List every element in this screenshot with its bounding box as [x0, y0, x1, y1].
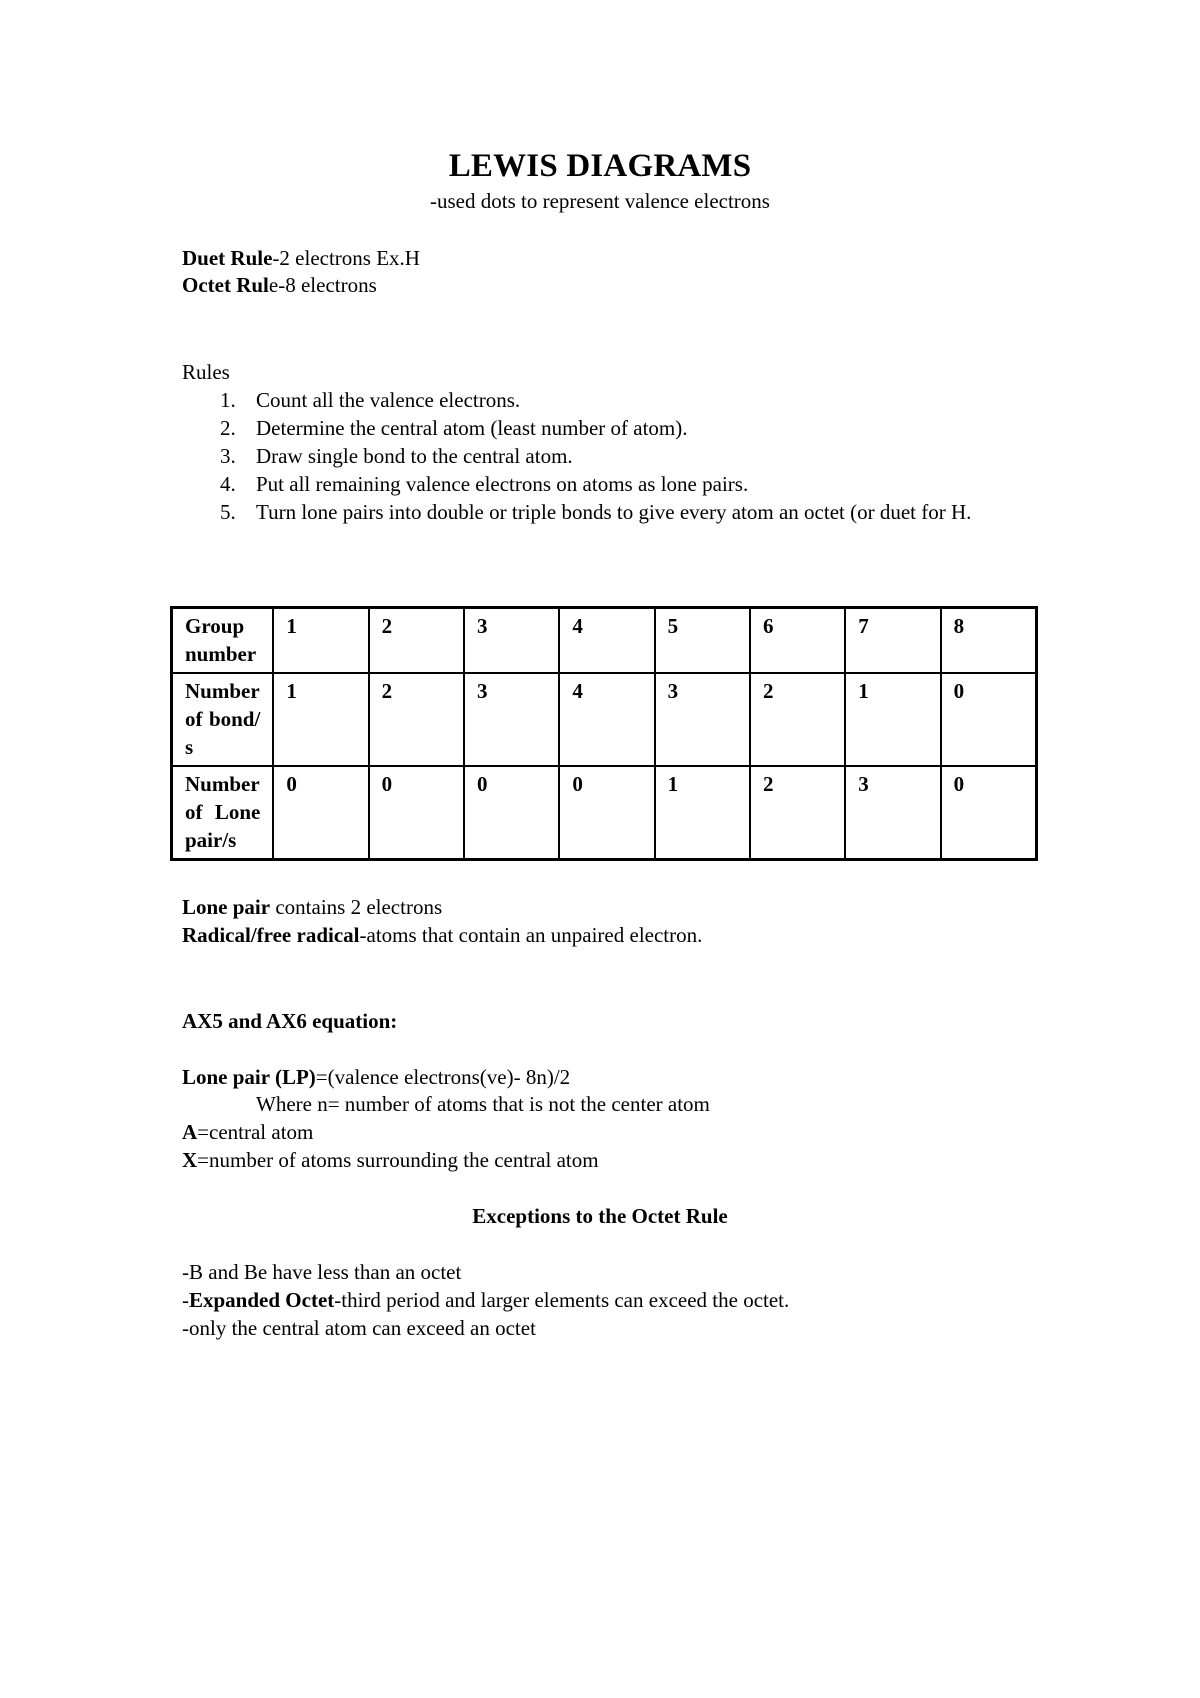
list-item-text: Determine the central atom (least number of atom).	[256, 416, 688, 440]
table-cell: 3	[845, 766, 940, 860]
table-cell: 0	[464, 766, 559, 860]
a-definition-text: =central atom	[197, 1120, 314, 1144]
octet-rule-term: Octet Rul	[182, 273, 269, 297]
ax-equation-heading: AX5 and AX6 equation:	[182, 1009, 398, 1033]
list-item	[182, 386, 1042, 414]
octet-rule-text: e-8 electrons	[268, 273, 377, 297]
page-subtitle: -used dots to represent valence electrons	[430, 189, 770, 213]
table-cell: 7	[845, 608, 940, 674]
table-cell: 0	[941, 673, 1037, 766]
table-cell: 4	[559, 608, 654, 674]
list-item-text: Turn lone pairs into double or triple bonds to give every atom an octet (or duet for H.	[256, 500, 972, 524]
list-item-text: Put all remaining valence electrons on atoms as lone pairs.	[256, 472, 749, 496]
table-cell: 6	[750, 608, 845, 674]
lone-pair-formula-term: Lone pair (LP)	[182, 1065, 316, 1089]
radical-text: -atoms that contain an unpaired electron.	[359, 923, 703, 947]
rules-list	[182, 386, 1042, 526]
table-cell: 2	[369, 673, 464, 766]
list-item-text: Count all the valence electrons.	[256, 388, 521, 412]
duet-rule-line	[182, 244, 420, 272]
expanded-octet-term: Expanded Octet	[189, 1288, 335, 1312]
table-row-bonds	[172, 673, 1037, 766]
table-cell: 3	[464, 673, 559, 766]
exceptions-heading: Exceptions to the Octet Rule	[472, 1204, 728, 1228]
radical-line	[182, 921, 702, 949]
row-header: Group number	[172, 608, 274, 674]
group-bonds-table	[170, 606, 1038, 861]
table-cell: 2	[750, 673, 845, 766]
x-definition-term: X	[182, 1148, 198, 1172]
table-cell: 0	[273, 766, 368, 860]
list-item-text: Draw single bond to the central atom.	[256, 444, 573, 468]
page-title: LEWIS DIAGRAMS	[448, 148, 752, 184]
table-cell: 3	[655, 673, 750, 766]
lone-pair-text: contains 2 electrons	[270, 895, 443, 919]
list-item-number: 3.	[220, 444, 236, 468]
table-cell: 1	[273, 608, 368, 674]
exception-line-2-text: -third period and larger elements can exceed the octet.	[334, 1288, 790, 1312]
list-item-number: 1.	[220, 388, 236, 412]
exception-line-2	[182, 1286, 789, 1314]
duet-rule-text: -2 electrons Ex.H	[272, 246, 420, 270]
list-item-number: 2.	[220, 416, 236, 440]
exception-line-2-prefix: -	[182, 1288, 189, 1312]
table-cell: 1	[655, 766, 750, 860]
table-cell: 1	[273, 673, 368, 766]
list-item	[182, 470, 1042, 498]
table-cell: 4	[559, 673, 654, 766]
radical-term: Radical/free radical	[182, 923, 360, 947]
list-item-number: 5.	[220, 500, 236, 524]
table-cell: 8	[941, 608, 1037, 674]
lone-pair-line	[182, 893, 442, 921]
exception-line-3: -only the central atom can exceed an octet	[182, 1316, 536, 1340]
row-header: Number of Lone pair/s	[172, 766, 274, 860]
list-item	[182, 498, 1042, 526]
where-line: Where n= number of atoms that is not the center atom	[256, 1092, 710, 1116]
table-cell: 5	[655, 608, 750, 674]
table-cell: 3	[464, 608, 559, 674]
a-definition-term: A	[182, 1120, 198, 1144]
list-item	[182, 442, 1042, 470]
table-row-group-number	[172, 608, 1037, 674]
table-cell: 0	[941, 766, 1037, 860]
exception-line-1: -B and Be have less than an octet	[182, 1260, 462, 1284]
table-cell: 1	[845, 673, 940, 766]
table-row-lone-pairs	[172, 766, 1037, 860]
list-item-number: 4.	[220, 472, 236, 496]
lone-pair-term: Lone pair	[182, 895, 271, 919]
duet-rule-term: Duet Rule	[182, 246, 273, 270]
lone-pair-formula-text: =(valence electrons(ve)- 8n)/2	[315, 1065, 571, 1089]
lone-pair-formula-line	[182, 1063, 570, 1091]
table-cell: 2	[750, 766, 845, 860]
a-definition-line	[182, 1118, 313, 1146]
rules-heading: Rules	[182, 360, 230, 384]
table-cell: 2	[369, 608, 464, 674]
list-item	[182, 414, 1042, 442]
x-definition-text: =number of atoms surrounding the central atom	[197, 1148, 599, 1172]
table-cell: 0	[369, 766, 464, 860]
table-cell: 0	[559, 766, 654, 860]
octet-rule-line	[182, 271, 377, 299]
x-definition-line	[182, 1146, 599, 1174]
row-header: Number of bond/s	[172, 673, 274, 766]
